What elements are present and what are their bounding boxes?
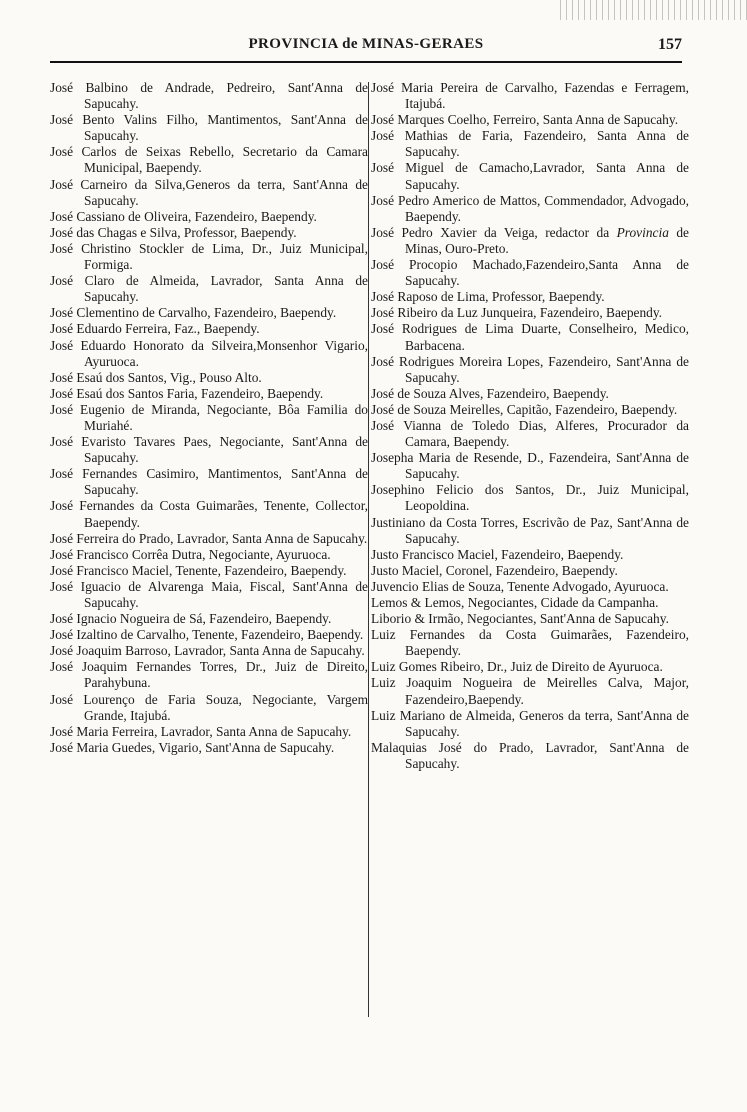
directory-entry: José Christino Stockler de Lima, Dr., Juiz Municipal, Formiga.	[50, 240, 368, 273]
directory-entry: José Joaquim Fernandes Torres, Dr., Juiz de Direito, Parahybuna.	[50, 659, 368, 691]
directory-entry: José Esaú dos Santos Faria, Fazendeiro, Baependy.	[50, 385, 324, 401]
directory-entry: José Rodrigues Moreira Lopes, Fazendeiro, Sant'Anna de Sapucahy.	[371, 353, 689, 385]
directory-entry: José Maria Ferreira, Lavrador, Santa Anna de Sapucahy.	[50, 723, 352, 739]
directory-entry: José Marques Coelho, Ferreiro, Santa Anna de Sapucahy.	[371, 112, 679, 128]
directory-entry: José das Chagas e Silva, Professor, Baependy.	[50, 224, 297, 240]
directory-entry: José Claro de Almeida, Lavrador, Santa Anna de Sapucahy.	[50, 273, 368, 305]
directory-entry: José Eugenio de Miranda, Negociante, Bôa Familia do Muriahé.	[50, 401, 368, 433]
directory-entry: José Pedro Americo de Mattos, Commendador, Advogado, Baependy.	[371, 192, 689, 224]
directory-entry: José Rodrigues de Lima Duarte, Conselheiro, Medico, Barbacena.	[371, 321, 689, 353]
directory-entry: José Francisco Maciel, Tenente, Fazendeiro, Baependy.	[50, 562, 347, 578]
directory-entry: José Eduardo Honorato da Silveira,Monsenhor Vigario, Ayuruoca.	[50, 337, 368, 369]
directory-entry: José Carlos de Seixas Rebello, Secretario da Camara Municipal, Baependy.	[50, 144, 368, 176]
directory-entry: José Esaú dos Santos, Vig., Pouso Alto.	[50, 369, 262, 385]
page-header	[50, 36, 682, 58]
directory-entry: Luiz Fernandes da Costa Guimarães, Fazendeiro, Baependy.	[371, 627, 689, 659]
directory-entry: Malaquias José do Prado, Lavrador, Sant'Anna de Sapucahy.	[371, 739, 689, 771]
directory-entry: José Lourenço de Faria Souza, Negociante, Vargem Grande, Itajubá.	[50, 691, 368, 723]
directory-entry: José Joaquim Barroso, Lavrador, Santa Anna de Sapucahy.	[50, 643, 365, 659]
directory-entry: Justiniano da Costa Torres, Escrivão de Paz, Sant'Anna de Sapucahy.	[371, 514, 689, 546]
header-rule	[50, 61, 682, 63]
scan-speckle	[560, 0, 747, 20]
directory-entry: José Maria Guedes, Vigario, Sant'Anna de Sapucahy.	[50, 739, 335, 755]
directory-entry: José Carneiro da Silva,Generos da terra, Sant'Anna de Sapucahy.	[50, 176, 368, 208]
directory-entry: Juvencio Elias de Souza, Tenente Advogado, Ayuruoca.	[371, 578, 669, 594]
directory-entry: José Fernandes da Costa Guimarães, Tenente, Collector, Baependy.	[50, 498, 368, 530]
directory-entry: José Ferreira do Prado, Lavrador, Santa Anna de Sapucahy.	[50, 530, 368, 546]
directory-entry: José de Souza Meirelles, Capitão, Fazendeiro, Baependy.	[371, 401, 678, 417]
directory-entry: José de Souza Alves, Fazendeiro, Baependy.	[371, 385, 609, 401]
directory-entry: José Mathias de Faria, Fazendeiro, Santa Anna de Sapucahy.	[371, 128, 689, 160]
directory-entry: Liborio & Irmão, Negociantes, Sant'Anna de Sapucahy.	[371, 611, 669, 627]
directory-entry: Lemos & Lemos, Negociantes, Cidade da Campanha.	[371, 595, 659, 610]
directory-entry: José Izaltino de Carvalho, Tenente, Fazendeiro, Baependy.	[50, 627, 364, 643]
page-number: 157	[658, 36, 682, 53]
directory-entry: Josephino Felicio dos Santos, Dr., Juiz Municipal, Leopoldina.	[371, 482, 689, 514]
column-divider	[368, 82, 369, 1017]
directory-entry: José Procopio Machado,Fazendeiro,Santa Anna de Sapucahy.	[371, 257, 689, 289]
directory-entry: José Fernandes Casimiro, Mantimentos, Sant'Anna de Sapucahy.	[50, 466, 368, 498]
directory-entry: José Cassiano de Oliveira, Fazendeiro, Baependy.	[50, 208, 317, 224]
directory-entry: José Francisco Corrêa Dutra, Negociante, Ayuruoca.	[50, 546, 331, 562]
directory-entry: Luiz Joaquim Nogueira de Meirelles Calva, Major, Fazendeiro,Baependy.	[371, 675, 689, 707]
directory-entry: José Bento Valins Filho, Mantimentos, Sant'Anna de Sapucahy.	[50, 112, 368, 144]
directory-entry: José Ribeiro da Luz Junqueira, Fazendeiro, Baependy.	[371, 305, 663, 321]
directory-entry: José Raposo de Lima, Professor, Baependy.	[371, 289, 605, 305]
directory-entry: José Vianna de Toledo Dias, Alferes, Procurador da Camara, Baependy.	[371, 417, 689, 450]
running-title: PROVINCIA de MINAS-GERAES	[248, 36, 484, 52]
directory-entry: Justo Maciel, Coronel, Fazendeiro, Baependy.	[371, 562, 618, 578]
directory-entry: José Eduardo Ferreira, Faz., Baependy.	[50, 321, 260, 337]
directory-entry: Josepha Maria de Resende, D., Fazendeira, Sant'Anna de Sapucahy.	[371, 450, 689, 482]
directory-entry: José Clementino de Carvalho, Fazendeiro, Baependy.	[50, 305, 337, 321]
directory-entry: José Pedro Xavier da Veiga, redactor da Provincia de Minas, Ouro-Preto.	[371, 224, 689, 256]
directory-entry: José Maria Pereira de Carvalho, Fazendas e Ferragem, Itajubá.	[371, 80, 689, 112]
directory-entry: Luiz Mariano de Almeida, Generos da terra, Sant'Anna de Sapucahy.	[371, 707, 689, 739]
left-column	[50, 80, 368, 756]
directory-entry: Justo Francisco Maciel, Fazendeiro, Baependy.	[371, 546, 624, 562]
directory-entry: José Miguel de Camacho,Lavrador, Santa Anna de Sapucahy.	[371, 160, 689, 192]
directory-entry: Luiz Gomes Ribeiro, Dr., Juiz de Direito de Ayuruoca.	[371, 659, 663, 675]
directory-entry: José Ignacio Nogueira de Sá, Fazendeiro, Baependy.	[50, 611, 332, 627]
directory-entry: José Balbino de Andrade, Pedreiro, Sant'Anna de Sapucahy.	[50, 80, 368, 112]
directory-entry: José Evaristo Tavares Paes, Negociante, Sant'Anna de Sapucahy.	[50, 434, 368, 466]
directory-entry: José Iguacio de Alvarenga Maia, Fiscal, Sant'Anna de Sapucahy.	[50, 578, 368, 610]
right-column	[371, 80, 689, 772]
